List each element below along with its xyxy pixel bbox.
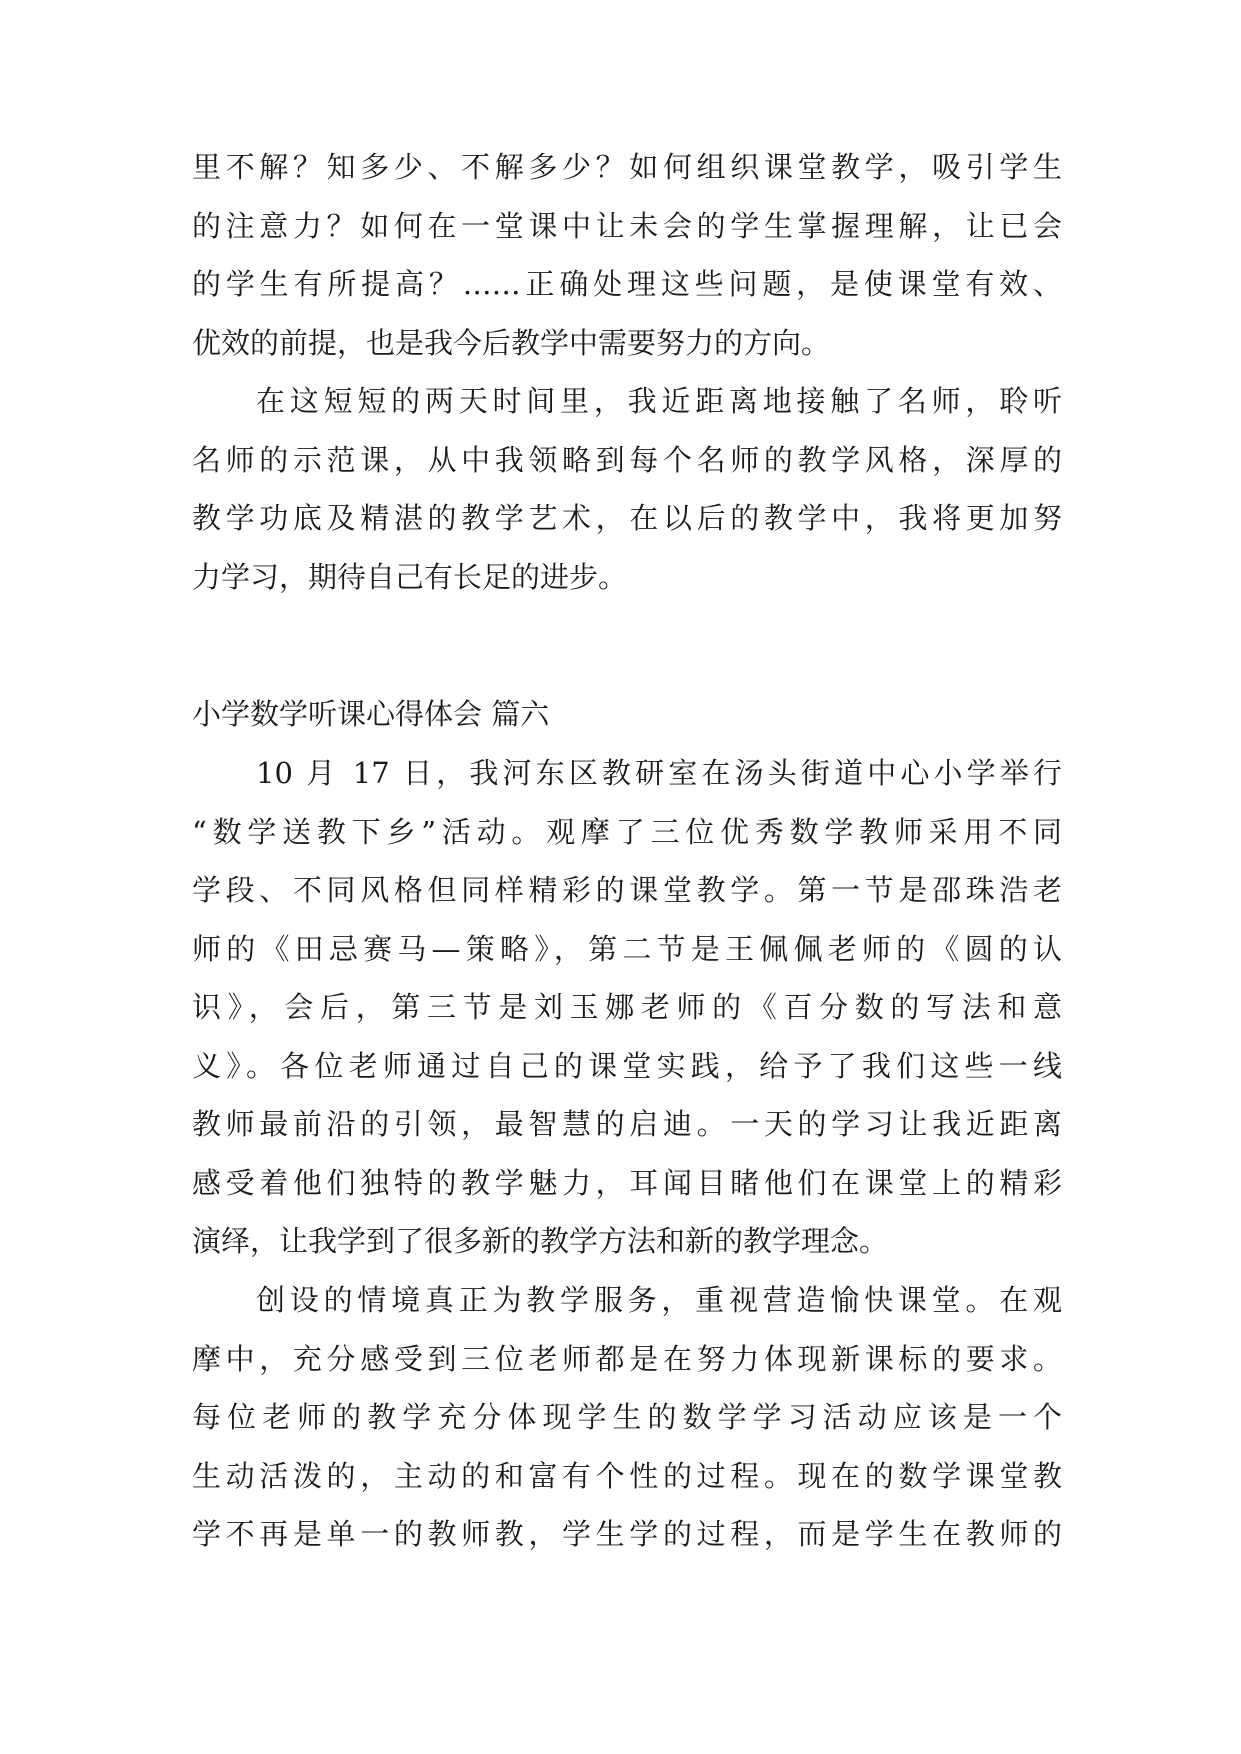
text-line: 力学习，期待自己有长足的进步。	[192, 559, 628, 594]
paragraph-event	[192, 744, 1062, 1271]
text-line: 优效的前提，也是我今后教学中需要努力的方向。	[192, 325, 831, 360]
paragraph-situation	[192, 1271, 1062, 1564]
text-line: 识》，会后，第三节是刘玉娜老师的《百分数的写法和意	[192, 990, 1062, 1024]
text-line: 名师的示范课，从中我领略到每个名师的教学风格，深厚的	[192, 442, 1062, 477]
text-line: 感受着他们独特的教学魅力，耳闻目睹他们在课堂上的精彩	[192, 1165, 1062, 1200]
text-line: 教师最前沿的引领，最智慧的启迪。一天的学习让我近距离	[192, 1107, 1062, 1141]
text-line: 10 月 17 日，我河东区教研室在汤头街道中心小学举行	[256, 756, 1062, 790]
text-line: 创设的情境真正为教学服务，重视营造愉快课堂。在观	[256, 1283, 1062, 1317]
text-line: 摩中，充分感受到三位老师都是在努力体现新课标的要求。	[192, 1341, 1062, 1376]
paragraph-reflection	[192, 372, 1062, 606]
text-line: 教学功底及精湛的教学艺术，在以后的教学中，我将更加努	[192, 501, 1062, 535]
text-line: 每位老师的教学充分体现学生的数学学习活动应该是一个	[192, 1400, 1062, 1434]
text-line: 义》。各位老师通过自己的课堂实践，给予了我们这些一线	[192, 1048, 1062, 1083]
text-line: “数学送教下乡”活动。观摩了三位优秀数学教师采用不同	[192, 814, 1062, 849]
text-line: 演绎，让我学到了很多新的教学方法和新的教学理念。	[192, 1224, 889, 1258]
paragraph-continued	[192, 138, 1062, 372]
section-heading: 小学数学听课心得体会 篇六	[192, 697, 550, 731]
text-line: 里不解？知多少、不解多少？如何组织课堂教学，吸引学生	[192, 150, 1062, 184]
text-line: 在这短短的两天时间里，我近距离地接触了名师，聆听	[256, 384, 1062, 418]
text-line: 生动活泼的，主动的和富有个性的过程。现在的数学课堂教	[192, 1458, 1062, 1493]
text-line: 学不再是单一的教师教，学生学的过程，而是学生在教师的	[192, 1517, 1062, 1551]
text-line: 的学生有所提高？……正确处理这些问题，是使课堂有效、	[192, 267, 1062, 301]
text-line: 的注意力？如何在一堂课中让未会的学生掌握理解，让已会	[192, 208, 1062, 243]
text-line: 学段、不同风格但同样精彩的课堂教学。第一节是邵珠浩老	[192, 873, 1062, 907]
text-line: 师的《田忌赛马—策略》，第二节是王佩佩老师的《圆的认	[192, 931, 1062, 966]
